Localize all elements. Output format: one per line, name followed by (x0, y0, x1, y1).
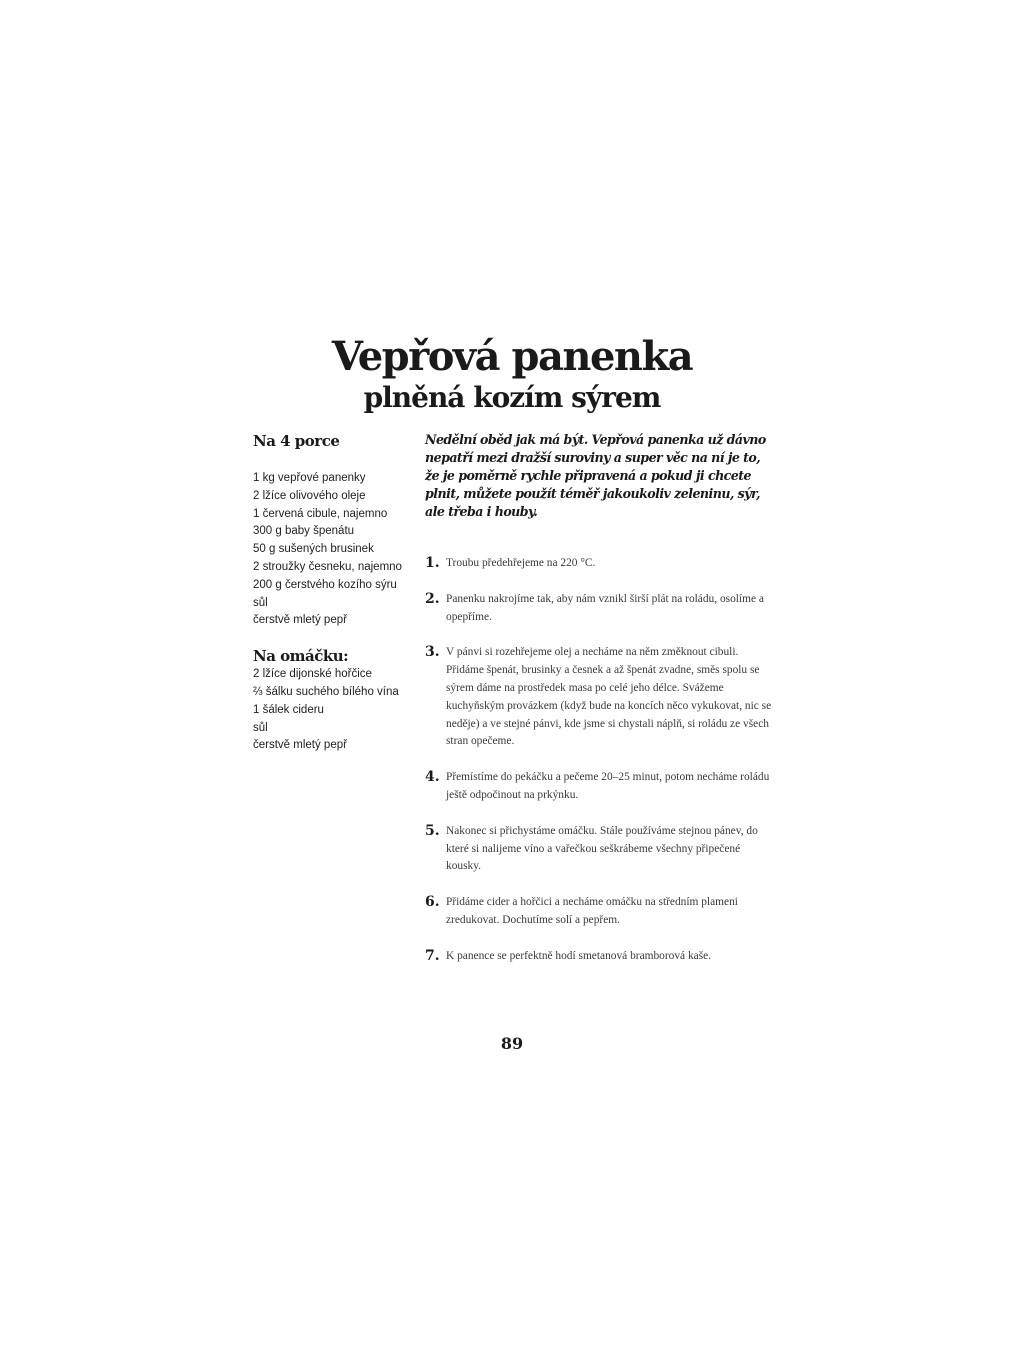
page-number: 89 (500, 1034, 524, 1053)
list-item: 2 lžíce dijonské hořčice (253, 668, 372, 681)
step-item (425, 823, 775, 876)
step-number: 2. (425, 590, 440, 607)
list-item: 2 lžíce olivového oleje (253, 489, 366, 502)
sauce-heading: Na omáčku: (253, 647, 349, 666)
step-number: 4. (425, 769, 440, 786)
step-item (425, 644, 775, 751)
list-item: 1 šálek cideru (253, 703, 324, 716)
list-item: 200 g čerstvého kozího sýru (253, 578, 397, 591)
step-number: 5. (425, 822, 440, 839)
recipe-title-block (0, 333, 1024, 415)
list-item: 1 kg vepřové panenky (253, 472, 366, 484)
recipe-subtitle: plněná kozím sýrem (363, 381, 661, 414)
step-item (425, 948, 775, 966)
list-item: 50 g sušených brusinek (253, 543, 374, 556)
step-text: Panenku nakrojíme tak, aby nám vznikl širší plát na roládu, osolíme a opepříme. (446, 592, 764, 623)
step-text: V pánvi si rozehřejeme olej a necháme na něm změknout cibuli. Přidáme špenát, brusinky a česnek a až špenát zvadne, směs spolu se sýrem dáme na prostředek masa po celé jeho délce. Svážeme kuchyňským provázkem (když bude na koncích něco vykukovat, nic se neděje) a ve stejné pánvi, kde jsme si chystali náplň, si roládu ze všech stran opečeme. (446, 646, 772, 748)
list-item: 300 g baby špenátu (253, 525, 355, 538)
step-text: K panence se perfektně hodí smetanová bramborová kaše. (446, 949, 712, 962)
recipe-title: Vepřová panenka (331, 333, 693, 380)
list-item: 1 červená cibule, najemno (253, 507, 388, 520)
ingredient-list (253, 470, 418, 630)
intro-paragraph: Nedělní oběd jak má být. Vepřová panenka už dávno nepatří mezi dražší suroviny a super věc na ní je to, že je poměrně rychle připravená a pokud ji chcete plnit, můžete použít téměř jakoukoliv zeleninu, sýr, ale třeba i houby. (425, 432, 766, 519)
step-item (425, 555, 775, 573)
servings-heading: Na 4 porce (253, 432, 340, 450)
list-item: ⅔ šálku suchého bílého vína (253, 685, 399, 698)
step-item (425, 894, 775, 930)
list-item: sůl (253, 721, 268, 734)
sauce-ingredient-list (253, 666, 418, 755)
list-item: 2 stroužky česneku, najemno (253, 560, 402, 573)
step-text: Přidáme cider a hořčici a necháme omáčku na středním plameni zredukovat. Dochutíme solí a pepřem. (446, 896, 738, 926)
step-text: Nakonec si přichystáme omáčku. Stále používáme stejnou pánev, do které si nalijeme víno a vařečkou seškrábeme všechny připečené kousky. (446, 824, 758, 873)
step-text: Přemístíme do pekáčku a pečeme 20–25 minut, potom necháme roládu ještě odpočinout na prkýnku. (446, 771, 770, 801)
step-number: 7. (425, 947, 440, 964)
step-number: 6. (425, 894, 440, 911)
list-item: čerstvě mletý pepř (253, 739, 347, 752)
steps-list (425, 555, 775, 966)
method-column (425, 431, 775, 984)
step-item (425, 769, 775, 805)
list-item: čerstvě mletý pepř (253, 614, 347, 627)
step-number: 1. (425, 555, 440, 571)
ingredients-column (253, 431, 418, 755)
step-item (425, 591, 775, 627)
list-item: sůl (253, 596, 268, 609)
step-number: 3. (425, 644, 440, 661)
step-text: Troubu předehřejeme na 220 °C. (446, 557, 596, 569)
